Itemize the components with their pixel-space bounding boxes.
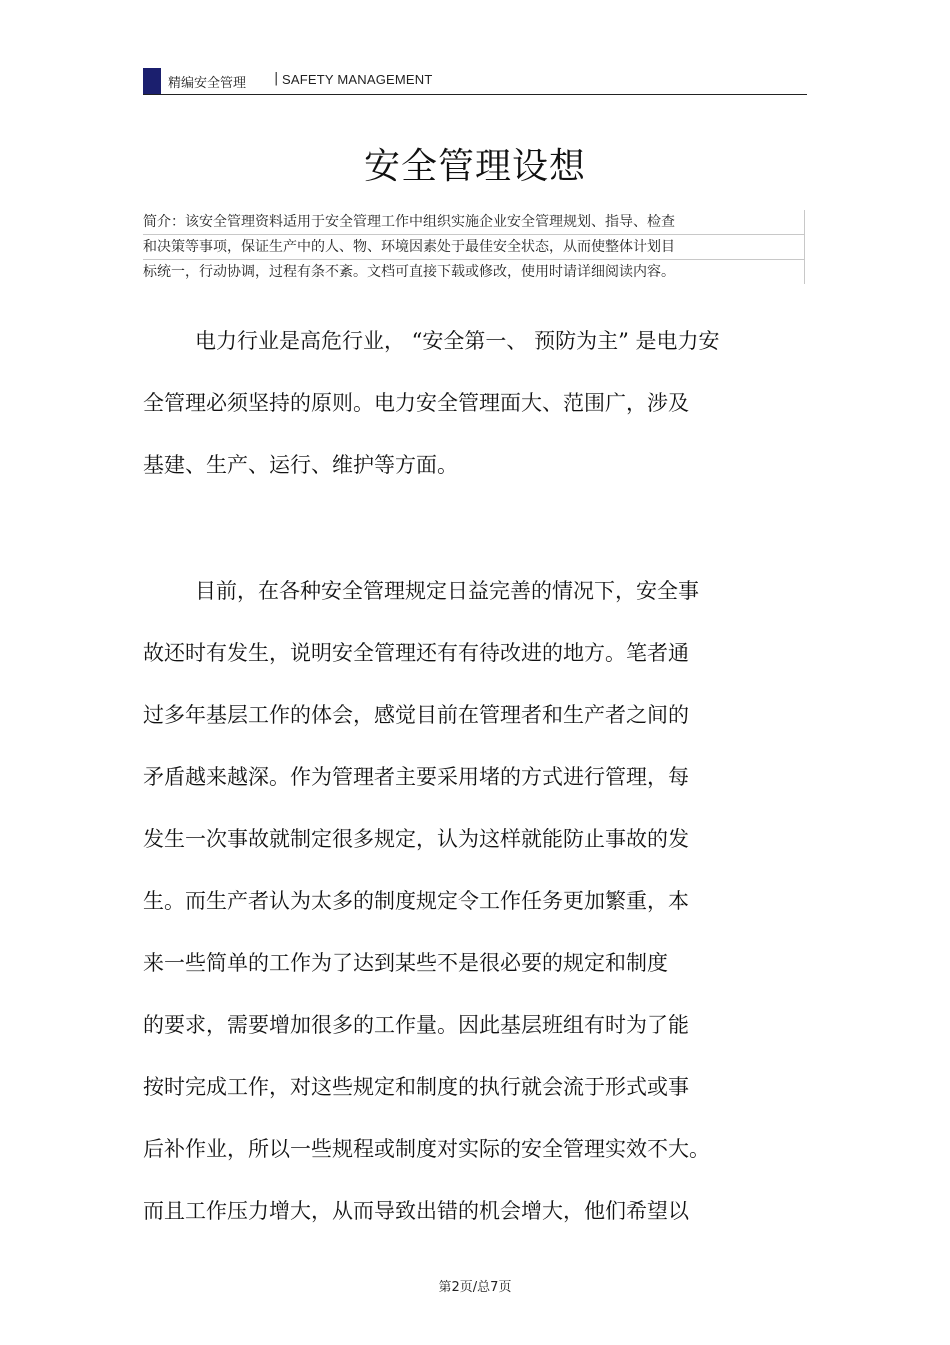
paragraph-1 xyxy=(143,310,813,496)
paragraph-line: 生。而生产者认为太多的制度规定令工作任务更加繁重，本 xyxy=(143,889,689,913)
header-brand-cn: 精编安全管理 xyxy=(168,76,247,91)
header-brand-en: SAFETY MANAGEMENT xyxy=(282,72,433,87)
paragraph-line: 后补作业，所以一些规程或制度对实际的安全管理实效不大。 xyxy=(143,1137,710,1161)
summary-line: 和决策等事项，保证生产中的人、物、环境因素处于最佳安全状态，从而使整体计划目 xyxy=(143,234,805,259)
paragraph-line: 矛盾越来越深。作为管理者主要采用堵的方式进行管理，每 xyxy=(143,765,689,789)
paragraph-line: 而且工作压力增大，从而导致出错的机会增大，他们希望以 xyxy=(143,1199,689,1223)
summary-line: 简介：该安全管理资料适用于安全管理工作中组织实施企业安全管理规划、指导、检查 xyxy=(143,210,805,234)
paragraph-line: 过多年基层工作的体会，感觉目前在管理者和生产者之间的 xyxy=(143,703,689,727)
paragraph-line: 故还时有发生，说明安全管理还有有待改进的地方。笔者通 xyxy=(143,641,689,665)
paragraph-2 xyxy=(143,560,813,1242)
document-title: 安全管理设想 xyxy=(363,146,586,187)
summary-box xyxy=(143,210,805,284)
paragraph-line: 按时完成工作，对这些规定和制度的执行就会流于形式或事 xyxy=(143,1075,689,1099)
page-header xyxy=(143,66,807,95)
header-separator: | xyxy=(274,71,279,86)
paragraph-line: 目前，在各种安全管理规定日益完善的情况下，安全事 xyxy=(195,579,699,603)
paragraph-line: 的要求，需要增加很多的工作量。因此基层班组有时为了能 xyxy=(143,1013,689,1037)
paragraph-line: 电力行业是高危行业， “安全第一、 预防为主” 是电力安 xyxy=(195,329,720,353)
logo-icon xyxy=(143,68,161,94)
paragraph-line: 基建、生产、运行、维护等方面。 xyxy=(143,453,458,477)
paragraph-line: 发生一次事故就制定很多规定，认为这样就能防止事故的发 xyxy=(143,827,689,851)
summary-line: 标统一，行动协调，过程有条不紊。文档可直接下载或修改，使用时请详细阅读内容。 xyxy=(143,259,805,284)
paragraph-line: 全管理必须坚持的原则。电力安全管理面大、范围广，涉及 xyxy=(143,391,689,415)
page-number: 第2页/总7页 xyxy=(438,1280,512,1295)
paragraph-line: 来一些简单的工作为了达到某些不是很必要的规定和制度 xyxy=(143,951,668,975)
